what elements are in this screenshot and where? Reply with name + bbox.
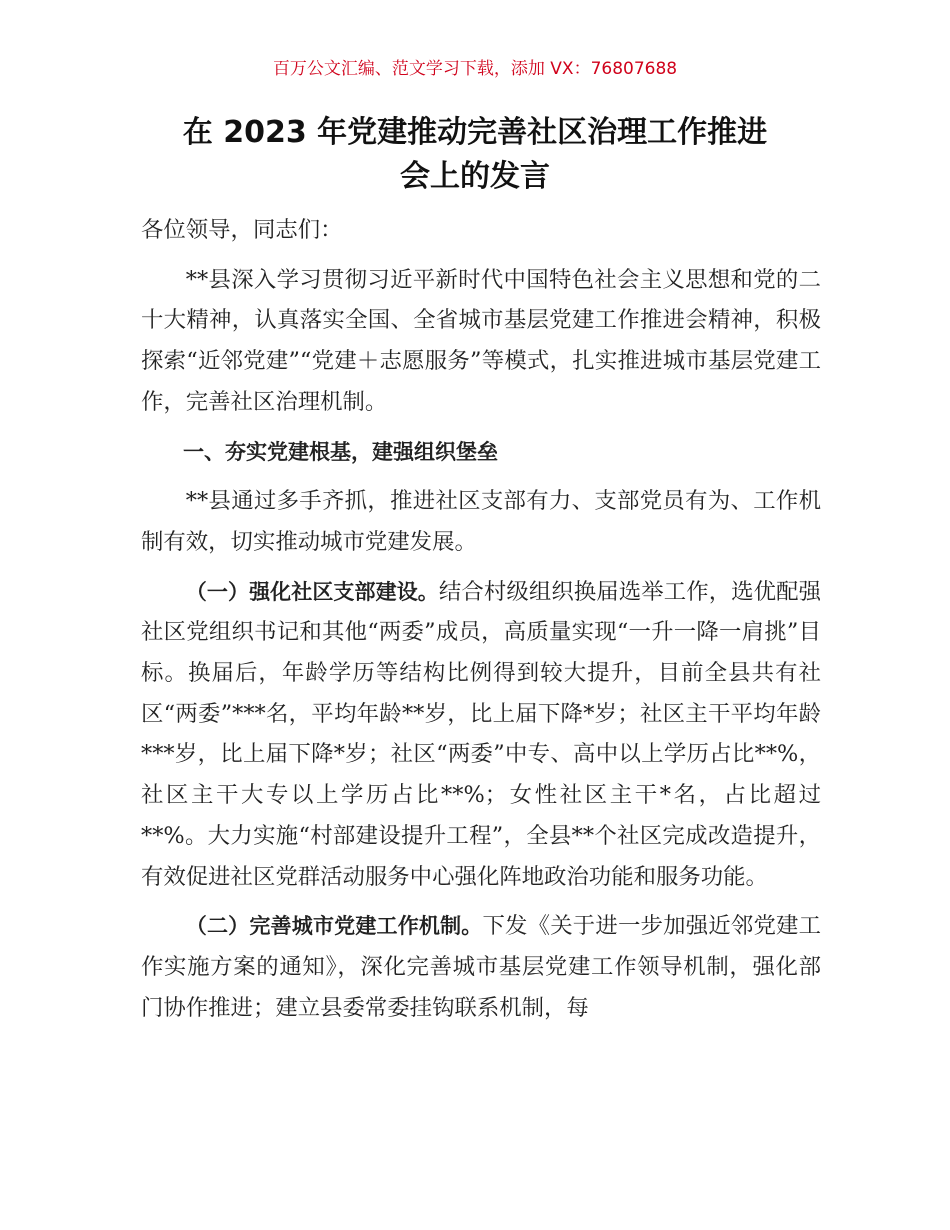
document-body	[141, 210, 821, 1037]
salutation: 各位领导，同志们：	[141, 217, 343, 243]
section-1-summary: **县通过多手齐抓，推进社区支部有力、支部党员有为、工作机制有效，切实推动城市党建发展。	[141, 488, 821, 555]
item-1-lead: （一）强化社区支部建设。	[185, 579, 439, 604]
document-title	[0, 111, 950, 199]
header-watermark-note: 百万公文汇编、范文学习下载，添加 VX：76807688	[272, 59, 678, 79]
item-1-body: 结合村级组织换届选举工作，选优配强社区党组织书记和其他“两委”成员，高质量实现“一升一降一肩挑”目标。换届后，年龄学历等结构比例得到较大提升，目前全县共有社区“两委”***名，平均年龄**岁，比上届下降*岁；社区主干平均年龄***岁，比上届下降*岁；社区“两委”中专、高中以上学历占比**%，社区主干大专以上学历占比**%；女性社区主干*名，占比超过**%。大力实施“村部建设提升工程”，全县**个社区完成改造提升，有效促进社区党群活动服务中心强化阵地政治功能和服务功能。	[141, 578, 822, 890]
title-line-1: 在 2023 年党建推动完善社区治理工作推进	[182, 115, 768, 150]
section-1-item-2	[141, 906, 821, 1028]
section-1-heading: 一、夯实党建根基，建强组织堡垒	[183, 439, 498, 464]
title-line-2: 会上的发言	[400, 159, 550, 194]
intro-paragraph: **县深入学习贯彻习近平新时代中国特色社会主义思想和党的二十大精神，认真落实全国、全省城市基层党建工作推进会精神，积极探索“近邻党建”“党建＋志愿服务”等模式，扎实推进城市基层党建工作，完善社区治理机制。	[141, 266, 821, 415]
item-2-body: 下发《关于进一步加强近邻党建工作实施方案的通知》，深化完善城市基层党建工作领导机制，强化部门协作推进；建立县委常委挂钩联系机制，每	[141, 913, 821, 1021]
item-2-lead: （二）完善城市党建工作机制。	[185, 914, 483, 939]
section-1-item-1	[141, 572, 821, 898]
